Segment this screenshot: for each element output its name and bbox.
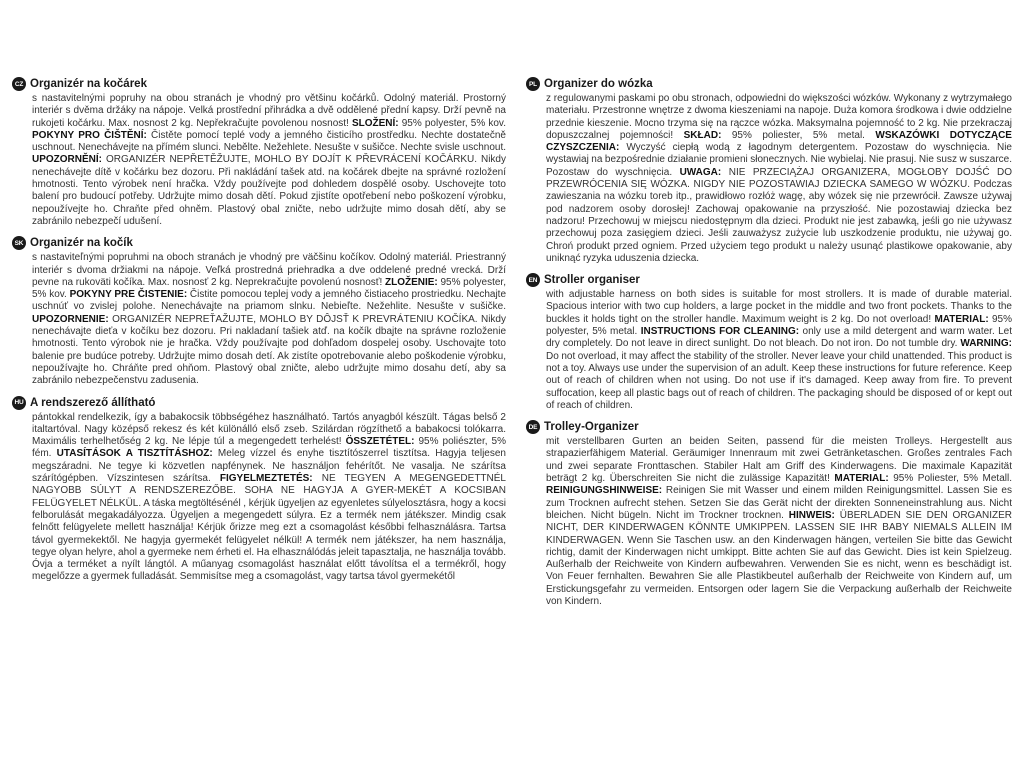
warning-heading: FIGYELMEZTETÉS:: [219, 473, 313, 485]
section-title-de: Trolley-Organizer: [544, 421, 639, 434]
cleaning-text: Reinigen Sie mit Wasser und einem milden Reinigungsmittel. Lassen Sie es zum Trocknen aufrecht stehen. Setzen Sie das Gerät nicht der direkten Sonneneinstrahlung aus. Nicht bleichen. Nicht bügeln. Nicht im Trockner trocknen.: [546, 485, 1012, 521]
composition-text: 95% Poliester, 5% Metall.: [893, 473, 1012, 485]
warning-heading: UPOZORNENIE:: [32, 313, 109, 325]
language-badge-cz: CZ: [12, 77, 26, 91]
section-title-hu: A rendszerező állítható: [30, 396, 156, 409]
section-cz: [12, 76, 506, 228]
composition-text: 95% polyester, 5% metal.: [546, 313, 1012, 338]
section-header: [12, 235, 506, 251]
section-header: [12, 76, 506, 92]
section-header: [526, 272, 1012, 288]
warning-text: NIE PRZECIĄŻAJ ORGANIZERA, MOGŁOBY DOJŚĆ DO PRZEWRÓCENIA SIĘ WÓZKA. NIGDY NIE POZOSTAWIAJ DZIECKA SAMEGO W WÓZKU. Podczas zawieszania na wózku toreb itp., prawidłowo rozłóż wagę, aby wózek się nie przewrócił. Zawsze używaj pod nadzorem osoby dorosłej! Zachowaj opakowanie na przyszłość. Nie pozostawiaj dziecka bez nadzoru! Przechowuj w miejscu niedostępnym dla dzieci. Produkt nie jest zabawką, jeśli go nie używasz przechowuj poza zasięgiem dzieci. Jeśli zauważysz zużycie lub uszkodzenie produktu, nie używaj go. Chroń produkt przed ogniem. Przed użyciem tego produkt u należy usunąć plastikowe opakowanie, aby uniknąć ryzyka uduszenia dziecka.: [546, 166, 1013, 264]
warning-text: Do not overload, it may affect the stability of the stroller. Never leave your child unattended. This product is not a toy. Always use under the supervision of an adult. Keep these instructions for future reference. Keep out of reach of children when not using. Do not use if it's damaged. Keep away from fire. To prevent suffocation, keep all plastic bags out of reach of children. The packaging should be disposed of or kept out of reach of children.: [546, 350, 1012, 411]
section-pl: [526, 76, 1012, 265]
section-header: [12, 395, 506, 411]
section-body-hu: [12, 412, 506, 584]
cleaning-text: Čistite pomocou teplej vody a jemného čistiaceho prostriedku. Nechajte uschnúť vo zvislej polohe. Nenechávajte na priamom slnku. Nebieľte. Nežehlite. Nesušte v sušičke.: [32, 289, 507, 313]
composition-text: 95% poliészter, 5% fém.: [32, 436, 507, 460]
cleaning-text: Meleg vízzel és enyhe tisztítószerrel tisztítsa. Hagyja teljesen megszáradni. Ne tegye ki közvetlen napfénynek. Ne használjon fehérítőt. Ne vasalja. Ne szárítsa szárítógépben. Vízszintesen szárítsa.: [32, 448, 506, 485]
language-badge-en: EN: [526, 273, 540, 287]
intro-text: mit verstellbaren Gurten an beiden Seiten, passend für die meisten Trolleys. Hergestellt aus strapazierfähigem Material. Geräumiger Innenraum mit zwei Getränketaschen. Großes zentrales Fach und zwei separate Fronttaschen. Stabiler Halt am Griff des Kinderwagens. Die maximale Kapazität beträgt 2 kg. Überschreiten Sie nicht die zulässige Kapazität!: [546, 436, 1012, 485]
warning-text: NE TEGYEN A MEGENGEDETTNÉL NAGYOBB SÚLYT A RENDSZEREZŐBE. SOHA NE HAGYJA A GYER-MEKÉT A KOCSIBAN FELÜGYELET NÉLKÜL. A táska megtöltésénél , kérjük ügyeljen az egyenletes súlyelosztásra, hogy a kocsi felborulását megakadályozza. Ügyeljen a megengedett súlyra. Ez a termék nem játékszer. Mindig csak felnőtt felügyelete mellett használja! Kérjük őrizze meg ezt a csomagolást későbbi felhasználásra. Tartsa távol gyermekektől. Ne hagyja gyermekét felügyelet nélkül! A termék nem játékszer, ha nem használja, tegye olyan helyre, ahol a gyermeke nem érheti el. Ha elhasználódás jeleit tapasztalja, ne használja tovább. Óvja a terméket a nyílt lángtól. A műanyag csomagolást használat előtt távolítsa el a termékről, hogy megelőzze a gyermek fulladását. Semmisítse meg a csomagolást, vagy tartsa távol gyermekétől: [32, 473, 506, 583]
section-body-en: [526, 289, 1012, 412]
section-sk: [12, 235, 506, 387]
section-en: [526, 272, 1012, 412]
section-body-de: [526, 436, 1012, 608]
composition-heading: MATERIAL:: [834, 473, 889, 485]
section-title-cz: Organizér na kočárek: [30, 78, 147, 90]
cleaning-heading: REINIGUNGSHINWEISE:: [546, 485, 663, 497]
section-body-sk: [12, 252, 506, 387]
warning-heading: UPOZORNĚNÍ:: [32, 154, 102, 166]
cleaning-text: Wyczyść ciepłą wodą z łagodnym detergentem. Pozostaw do wyschnięcia. Nie wystawiaj na bezpośrednie działanie promieni słonecznych. Nie wybielaj. Nie prasuj. Nie susz w suszarce. Pozostaw do wyschnięcia.: [546, 142, 1012, 178]
right-column: [526, 76, 1012, 615]
warning-text: ÜBERLADEN SIE DEN ORGANIZER NICHT, DER KINDERWAGEN KÖNNTE UMKIPPEN. LASSEN SIE IHR BABY NIEMALS ALLEIN IM KINDERWAGEN. Wenn Sie Taschen usw. an den Kinderwagen hängen, verteilen Sie bitte das Gewicht richtig, damit der Kinderwagen nicht umkippt. Bitte achten Sie auf das Gewicht. Dies ist kein Spielzeug. Außerhalb der Reichweite von Kindern aufbewahren. Verwenden Sie es nicht, wenn es beschädigt ist. Von Feuer fernhalten. Bewahren Sie alle Plastikbeutel außerhalb der Reichweite von Kindern auf, um Erstickungsgefahr zu vermeiden. Entsorgen oder lagern Sie die Verpackung außerhalb der Reichweite von Kindern.: [546, 509, 1013, 607]
composition-heading: MATERIAL:: [934, 313, 989, 325]
intro-text: z regulowanymi paskami po obu stronach, odpowiedni do większości wózków. Wykonany z wytrzymałego materiału. Przestronne wnętrze z dwoma kieszeniami na napoje. Duża komora środkowa i dwie oddzielne przednie kieszenie. Mocno trzyma się na rączce wózka. Maksymalna pojemność to 2 kg. Nie przekraczaj dopuszczalnej pojemności!: [546, 93, 1012, 141]
cleaning-heading: POKYNY PRE ČISTENIE:: [69, 289, 188, 301]
language-badge-pl: PL: [526, 77, 540, 91]
cleaning-heading: WSKAZÓWKI DOTYCZĄCE CZYSZCZENIA:: [546, 129, 1012, 154]
language-badge-hu: HU: [12, 396, 26, 410]
intro-text: pántokkal rendelkezik, így a babakocsik többségéhez használható. Tartós anyagból készült. Tágas belső 2 italtartóval. Nagy középső rekesz és két különálló első zseb. Szilárdan rögzíthető a babakocsi tolókarra. Maximális terhelhetőség 2 kg. Ne lépje túl a megengedett terhelést!: [32, 411, 506, 448]
intro-text: with adjustable harness on both sides is suitable for most strollers. It is made of durable material. Spacious interior with two cup holders, a large pocket in the middle and two front pockets. Thanks to the buckles it holds tight on the stroller handle. Maximum weight is 2 kg. Do not overload!: [546, 289, 1012, 325]
section-header: [526, 419, 1012, 435]
warning-heading: UWAGA:: [679, 166, 722, 178]
intro-text: s nastaviteľnými popruhmi na oboch stranách je vhodný pre väčšinu kočíkov. Odolný materiál. Priestranný interiér s dvoma držiakmi na nápoje. Veľká prostredná priehradka a dve oddelené predné vrecká. Drží pevne na rukoväti kočíka. Max. nosnosť 2 kg. Neprekračujte povolenú nosnosť!: [32, 252, 506, 288]
warning-heading: WARNING:: [960, 338, 1012, 350]
composition-heading: SLOŽENÍ:: [351, 117, 399, 129]
warning-text: ORGANIZÉR NEPŘETĚŽUJTE, MOHLO BY DOJÍT K PŘEVRÁCENÍ KOČÁRKU. Nikdy nenechávejte dítě v kočárku bez dozoru. Při nakládání tašek atd. na kočárek dbejte na správné rozložení hmotnosti. Tento výrobek není hračka. Vždy používejte pod dohledem dospělé osoby. Uschovejte toto balení pro budoucí potřeby. Udržujte mimo dosah dětí. Pokud zjistíte opotřebení nebo poškození výrobku, nepoužívejte ho. Chraňte před ohněm. Plastový obal zničte, nebo udržujte mimo dosah dětí, aby se zabránilo nebezpečí udušení.: [32, 154, 506, 227]
cleaning-heading: INSTRUCTIONS FOR CLEANING:: [640, 326, 800, 338]
section-header: [526, 76, 1012, 92]
composition-text: 95% polyester, 5% kov.: [32, 276, 506, 301]
section-body-cz: [12, 93, 506, 228]
composition-heading: ÖSSZETÉTEL:: [345, 436, 415, 448]
cleaning-text: only use a mild detergent and warm water. Let dry completely. Do not leave in direct sunlight. Do not bleach. Do not iron. Do not tumble dry.: [546, 326, 1013, 350]
language-badge-sk: SK: [12, 236, 26, 250]
warning-text: ORGANIZÉR NEPREŤAŽUJTE, MOHLO BY DÔJSŤ K PREVRÁTENIU KOČÍKA. Nikdy nenechávajte dieťa v kočíku bez dozoru. Pri nakladaní tašiek atď. na kočík dbajte na správne rozloženie hmotnosti. Tento výrobok nie je hračka. Vždy používajte pod dohľadom dospelej osoby. Uschovajte toto balenie pre budúce potreby. Udržujte mimo dosah detí. Ak zistíte opotrebovanie alebo poškodenie výrobku, nepoužívajte ho. Chráňte pred ohňom. Plastový obal zničte, alebo udržujte mimo dosahu detí, aby sa zabránilo nebezpečenstvu zadusenia.: [32, 313, 506, 387]
left-column: [12, 76, 506, 591]
composition-heading: ZLOŽENIE:: [384, 276, 438, 288]
section-body-pl: [526, 93, 1012, 265]
section-hu: [12, 395, 506, 584]
composition-text: 95% poliester, 5% metal.: [731, 129, 865, 141]
composition-text: 95% polyester, 5% kov.: [401, 117, 506, 129]
warning-heading: HINWEIS:: [788, 509, 835, 521]
section-title-en: Stroller organiser: [544, 274, 640, 287]
cleaning-heading: POKYNY PRO ČIŠTĚNÍ:: [32, 129, 147, 141]
cleaning-text: Čistěte pomocí teplé vody a jemného čisticího prostředku. Nechte dostatečně uschnout. Nenechávejte na přímém slunci. Nebělte. Nežehlete. Nesušte v sušičce. Nechte svisle uschnout.: [32, 129, 506, 154]
intro-text: s nastavitelnými popruhy na obou stranách je vhodný pro většinu kočárků. Odolný materiál. Prostorný interiér s dvěma držáky na nápoje. Velká prostřední přihrádka a dvě oddělené přední kapsy. Drží pevně na rukojeti kočárku. Max. nosnost 2 kg. Nepřekračujte povolenou nosnost!: [32, 93, 506, 129]
section-de: [526, 419, 1012, 608]
section-title-pl: Organizer do wózka: [544, 78, 653, 90]
language-badge-de: DE: [526, 420, 540, 434]
section-title-sk: Organizér na kočík: [30, 237, 133, 250]
cleaning-heading: UTASÍTÁSOK A TISZTÍTÁSHOZ:: [56, 448, 213, 460]
composition-heading: SKŁAD:: [683, 129, 722, 141]
